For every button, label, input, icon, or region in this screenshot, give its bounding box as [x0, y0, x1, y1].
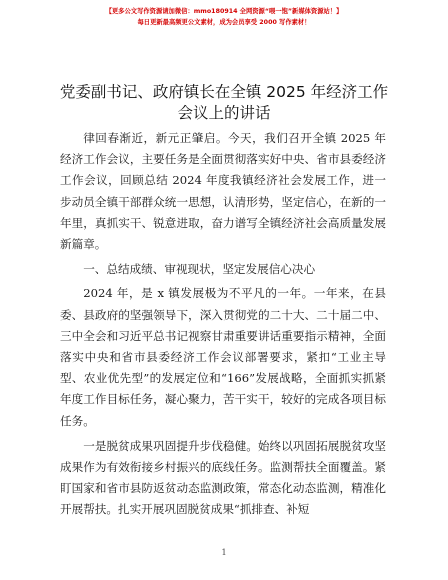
paragraph-poverty-results: 一是脱贫成果巩固提升步伐稳健。始终以巩固拓展脱贫攻坚成果作为有效衔接乡村振兴的底线任务。监测帮扶全面覆盖。紧盯国家和省市县防返贫动态监测政策，常态化动态监测，精准化开展帮扶。扎实开展巩固脱贫成果“抓排查、补短 [60, 438, 386, 517]
document-body [60, 128, 386, 525]
promo-banner-line-1: 【更多公文写作资源请加微信：mmo180914 全网资源“喂一饱”新媒体资源站！】 [105, 8, 343, 15]
promo-banner [0, 6, 448, 28]
paragraph-2024-summary: 2024 年，是 x 镇发展极为不平凡的一年。一年来，在县委、县政府的坚强领导下，深入贯彻党的二十大、二十届二中、三中全会和习近平总书记视察甘肃重要讲话重要指示精神，全面落实中央和省市县委经济工作会议部署要求，紧扣“工业主导型、农业优先型”的发展定位和“166”发展战略，全面抓实抓紧年度工作目标任务，凝心聚力，苦干实干，较好的完成各项目标任务。 [60, 286, 386, 428]
document-title [40, 82, 408, 124]
title-line-2: 会议上的讲话 [177, 104, 271, 122]
page-number: 1 [221, 548, 227, 557]
promo-banner-line-2: 每日更新最高频更公文素材，成为会员享受 2000 写作素材！ [137, 19, 311, 26]
section-heading-1: 一、总结成绩、审视现状，坚定发展信心决心 [83, 262, 316, 277]
paragraph-intro: 律回春渐近，新元正肇启。今天，我们召开全镇 2025 年经济工作会议，主要任务是全面贯彻落实好中央、省市县委经济工作会议，回顾总结 2024 年度我镇经济社会发展工作，进一步动员全镇干部群众统一思想，认清形势，坚定信心，在新的一年里，真抓实干、锐意进取，奋力谱写全镇经济社会高质量发展新篇章。 [60, 131, 386, 252]
title-line-1: 党委副书记、政府镇长在全镇 2025 年经济工作 [59, 83, 389, 101]
